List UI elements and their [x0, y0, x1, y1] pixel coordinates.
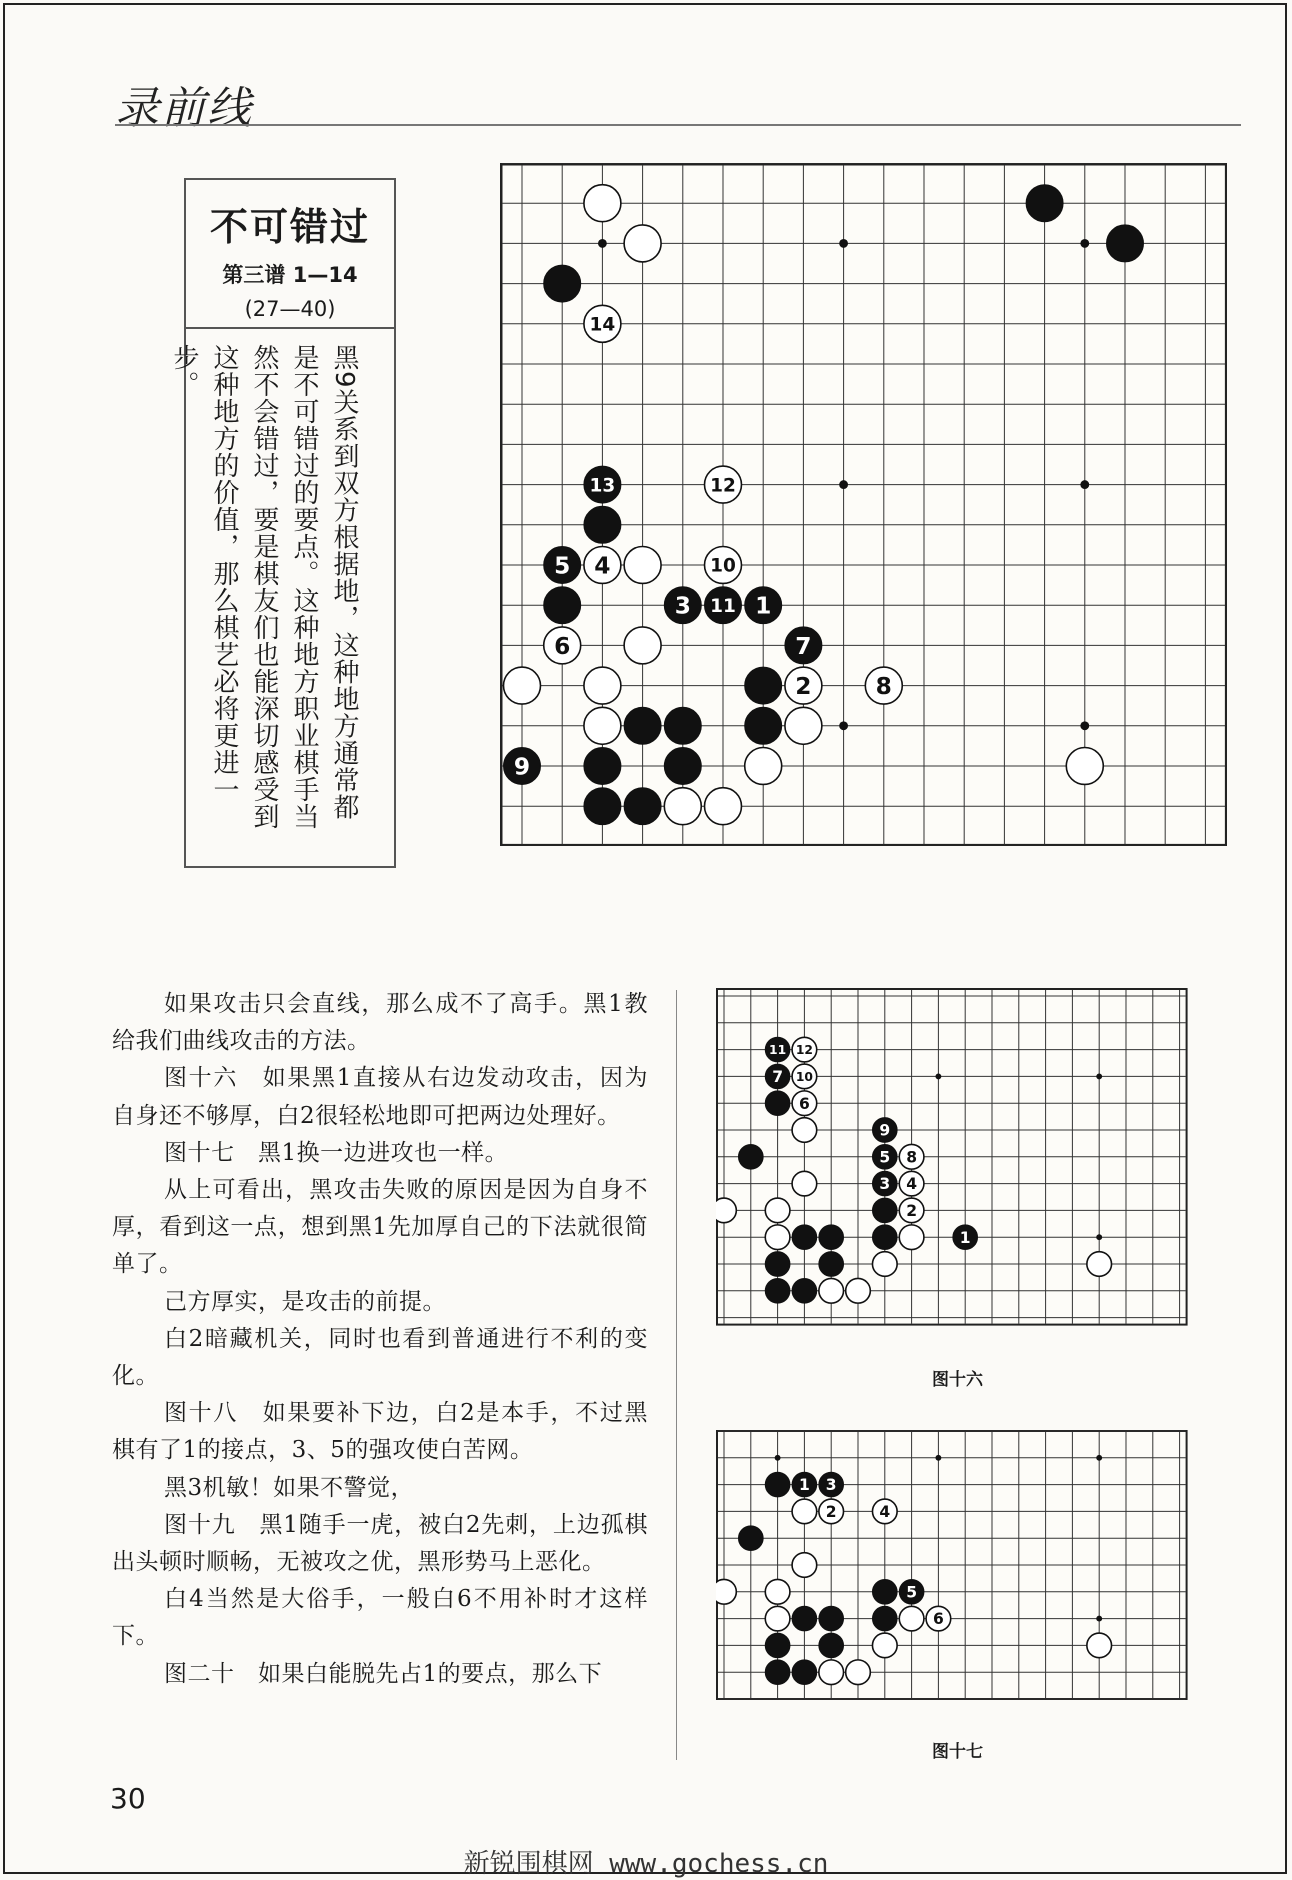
move-number: 6: [798, 1094, 810, 1113]
black-stone: [1026, 185, 1063, 222]
paragraph: 图十八 如果要补下边，白2是本手，不过黑棋有了1的接点，3、5的强攻使白苦网。: [112, 1400, 648, 1464]
move-number: 9: [879, 1121, 891, 1140]
paragraph: 图十七 黑1换一边进攻也一样。: [164, 1139, 509, 1166]
white-stone: [765, 1579, 790, 1604]
paragraph: 图二十 如果白能脱先占1的要点，那么下: [164, 1660, 603, 1687]
hoshi-point: [598, 239, 607, 248]
black-stone: [765, 1091, 790, 1116]
article-body: [112, 986, 648, 1693]
black-stone: [544, 265, 581, 302]
board-svg: [716, 988, 1188, 1326]
site-watermark: 新锐围棋网 www.gochess.cn: [463, 1849, 829, 1879]
figure-17-caption: 图十七: [932, 1742, 983, 1762]
hoshi-point: [1096, 1455, 1102, 1461]
white-stone: [745, 747, 782, 784]
white-stone: [872, 1252, 897, 1277]
page-number: 30: [110, 1782, 146, 1815]
move-number: 14: [589, 314, 616, 336]
black-stone: [765, 1660, 790, 1685]
move-number: 4: [879, 1502, 891, 1521]
move-number: 3: [879, 1175, 891, 1194]
black-stone: [792, 1606, 817, 1631]
white-stone: [504, 667, 541, 704]
white-stone: [792, 1091, 817, 1116]
move-number: 5: [879, 1148, 891, 1167]
black-stone: [819, 1472, 844, 1497]
white-stone: [792, 1171, 817, 1196]
move-number: 12: [795, 1043, 813, 1058]
paragraph: 黑3机敏！如果不警觉，: [164, 1474, 415, 1501]
move-number: 10: [710, 555, 736, 577]
paragraph: 图十六 如果黑1直接从右边发动攻击，因为自身还不够厚，白2很轻松地即可把两边处理好。: [112, 1065, 648, 1129]
white-stone: [624, 627, 661, 664]
move-number: 13: [589, 475, 616, 497]
sidebar-subtitle: 第三谱 1—14: [222, 263, 358, 287]
white-stone: [792, 1499, 817, 1524]
black-stone: [785, 627, 822, 664]
board-svg: [500, 163, 1227, 846]
sidebar-move-range: (27—40): [244, 297, 336, 321]
hoshi-point: [1080, 721, 1089, 730]
white-stone: [819, 1278, 844, 1303]
white-stone: [899, 1225, 924, 1250]
black-stone: [745, 667, 782, 704]
move-number: 1: [798, 1476, 810, 1495]
hoshi-point: [1096, 1616, 1102, 1622]
white-stone: [899, 1606, 924, 1631]
section-header-title: 录前线: [115, 83, 253, 134]
white-stone: [716, 1579, 736, 1604]
column-divider: [676, 990, 677, 1760]
black-stone: [584, 466, 621, 503]
move-number: 1: [959, 1228, 971, 1247]
black-stone: [792, 1472, 817, 1497]
white-stone: [792, 1553, 817, 1578]
white-stone: [584, 547, 621, 584]
white-stone: [865, 667, 902, 704]
move-number: 8: [875, 672, 892, 700]
black-stone: [872, 1118, 897, 1143]
paragraph: 白2暗藏机关，同时也看到普通进行不利的变化。: [112, 1325, 648, 1390]
white-stone: [899, 1144, 924, 1169]
paragraph: 如果攻击只会直线，那么成不了高手。黑1教给我们曲线攻击的方法。: [112, 991, 648, 1055]
white-stone: [716, 1198, 736, 1223]
white-stone: [705, 547, 742, 584]
black-stone: [624, 788, 661, 825]
white-stone: [872, 1633, 897, 1658]
white-stone: [705, 466, 742, 503]
figure-17-board: [716, 1430, 1188, 1700]
black-stone: [872, 1144, 897, 1169]
white-stone: [765, 1606, 790, 1631]
black-stone: [872, 1198, 897, 1223]
paragraph: 己方厚实，是攻击的前提。: [164, 1288, 446, 1315]
move-number: 2: [825, 1502, 837, 1521]
move-number: 4: [906, 1175, 918, 1194]
sidebar-head: [186, 180, 394, 329]
move-number: 8: [906, 1148, 918, 1167]
white-stone: [792, 1064, 817, 1089]
figure-16-caption: 图十六: [932, 1370, 983, 1390]
black-stone: [765, 1633, 790, 1658]
black-stone: [792, 1278, 817, 1303]
black-stone: [792, 1660, 817, 1685]
move-number: 3: [674, 592, 691, 620]
move-number: 5: [554, 552, 571, 580]
hoshi-point: [775, 1455, 781, 1461]
main-go-board: [500, 163, 1227, 846]
white-stone: [899, 1198, 924, 1223]
move-number: 4: [594, 552, 611, 580]
black-stone: [544, 547, 581, 584]
move-number: 11: [769, 1043, 787, 1058]
black-stone: [584, 506, 621, 543]
black-stone: [872, 1579, 897, 1604]
white-stone: [624, 547, 661, 584]
black-stone: [819, 1606, 844, 1631]
black-stone: [745, 707, 782, 744]
black-stone: [765, 1472, 790, 1497]
black-stone: [765, 1064, 790, 1089]
black-stone: [584, 788, 621, 825]
figure-16-board: [716, 988, 1188, 1326]
black-stone: [624, 707, 661, 744]
white-stone: [705, 788, 742, 825]
black-stone: [664, 707, 701, 744]
move-number: 3: [825, 1476, 837, 1495]
white-stone: [765, 1225, 790, 1250]
black-stone: [544, 587, 581, 624]
header-divider: [115, 124, 1241, 126]
white-stone: [1087, 1252, 1112, 1277]
move-number: 7: [772, 1067, 784, 1086]
black-stone: [953, 1225, 978, 1250]
white-stone: [792, 1037, 817, 1062]
paragraph: 图十九 黑1随手一虎，被白2先刺，上边孤棋出头顿时顺畅，无被攻之优，黑形势马上恶化。: [112, 1511, 648, 1576]
white-stone: [926, 1606, 951, 1631]
black-stone: [1107, 225, 1144, 262]
white-stone: [584, 667, 621, 704]
move-number: 9: [513, 753, 531, 781]
white-stone: [785, 667, 822, 704]
move-number: 10: [795, 1069, 813, 1084]
black-stone: [765, 1037, 790, 1062]
move-number: 6: [554, 632, 571, 660]
white-stone: [584, 185, 621, 222]
board-svg: [716, 1430, 1188, 1700]
black-stone: [899, 1579, 924, 1604]
white-stone: [584, 305, 621, 342]
black-stone: [738, 1526, 763, 1551]
black-stone: [872, 1225, 897, 1250]
black-stone: [765, 1252, 790, 1277]
white-stone: [624, 225, 661, 262]
white-stone: [544, 627, 581, 664]
sidebar-title: 不可错过: [209, 205, 370, 249]
black-stone: [664, 747, 701, 784]
move-number: 5: [906, 1583, 918, 1602]
paragraph: 从上可看出，黑攻击失败的原因是因为自身不厚，看到这一点，想到黑1先加厚自己的下法就很简单了。: [112, 1177, 648, 1278]
move-number: 2: [795, 672, 812, 700]
white-stone: [899, 1171, 924, 1196]
move-number: 12: [710, 475, 736, 497]
move-number: 6: [932, 1610, 944, 1629]
white-stone: [664, 788, 701, 825]
hoshi-point: [1080, 239, 1089, 248]
white-stone: [819, 1499, 844, 1524]
black-stone: [872, 1606, 897, 1631]
white-stone: [792, 1118, 817, 1143]
black-stone: [584, 747, 621, 784]
black-stone: [819, 1225, 844, 1250]
white-stone: [765, 1198, 790, 1223]
hoshi-point: [1080, 480, 1089, 489]
black-stone: [819, 1633, 844, 1658]
black-stone: [504, 747, 541, 784]
black-stone: [705, 587, 742, 624]
hoshi-point: [935, 1455, 941, 1461]
hoshi-point: [839, 239, 848, 248]
black-stone: [872, 1171, 897, 1196]
white-stone: [1087, 1633, 1112, 1658]
hoshi-point: [839, 480, 848, 489]
black-stone: [738, 1144, 763, 1169]
white-stone: [584, 707, 621, 744]
black-stone: [765, 1278, 790, 1303]
white-stone: [819, 1660, 844, 1685]
move-number: 11: [710, 595, 736, 617]
hoshi-point: [839, 721, 848, 730]
white-stone: [872, 1499, 897, 1524]
black-stone: [745, 587, 782, 624]
move-number: 1: [755, 592, 772, 620]
sidebar-box: [169, 178, 396, 868]
hoshi-point: [1096, 1234, 1102, 1240]
white-stone: [785, 707, 822, 744]
paragraph: 白4当然是大俗手，一般白6不用补时才这样下。: [112, 1586, 648, 1650]
move-number: 2: [906, 1201, 918, 1220]
sidebar-commentary: 黑9关系到双方根据地，这种地方通常都是不可错过的要点。这种地方职业棋手当然不会错过，要是棋友们也能深切感受到这种地方的价值，那么棋艺必将更进一步。: [169, 344, 359, 830]
white-stone: [1066, 747, 1103, 784]
black-stone: [664, 587, 701, 624]
hoshi-point: [1096, 1073, 1102, 1079]
white-stone: [846, 1278, 871, 1303]
hoshi-point: [935, 1073, 941, 1079]
move-number: 7: [795, 632, 812, 660]
black-stone: [792, 1225, 817, 1250]
white-stone: [846, 1660, 871, 1685]
black-stone: [819, 1252, 844, 1277]
